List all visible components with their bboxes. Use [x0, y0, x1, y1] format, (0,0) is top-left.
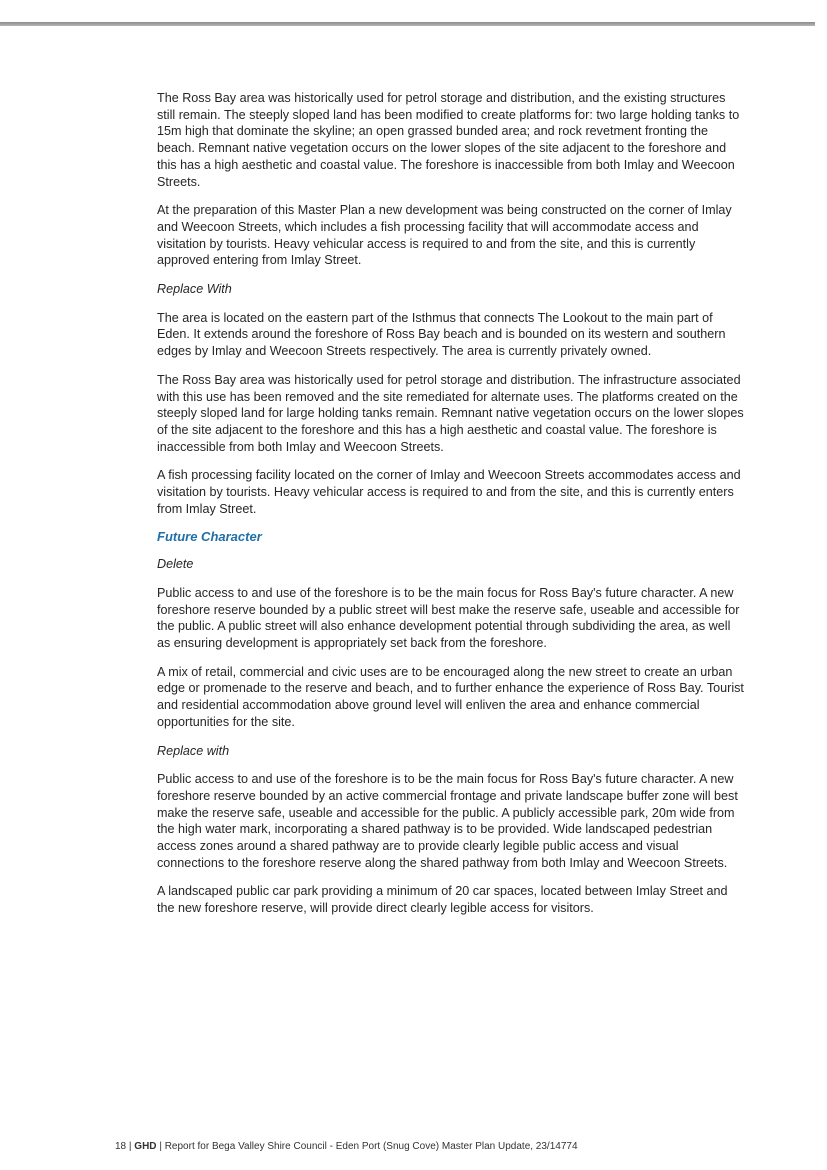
- paragraph-public-access-original: Public access to and use of the foreshore is to be the main focus for Ross Bay's future character. A new foreshore reserve bounded by a public street will best make the reserve safe, useable and accessible for the public. A public street will also enhance development potential through subdividing the area, as well as ensuring development is appropriately set back from the foreshore.: [157, 585, 740, 650]
- page-footer: [115, 1141, 578, 1152]
- header-rule: [0, 22, 815, 26]
- paragraph-car-park: A landscaped public car park providing a minimum of 20 car spaces, located between Imlay Street and the new foreshore reserve, will provide direct clearly legible access for visitors.: [157, 884, 728, 916]
- footer-text: Report for Bega Valley Shire Council - Eden Port (Snug Cove) Master Plan Update, 23/14774: [164, 1141, 578, 1152]
- delete-label: Delete: [157, 557, 194, 572]
- paragraph-ross-bay-history: The Ross Bay area was historically used for petrol storage and distribution, and the existing structures still remain. The steeply sloped land has been modified to create platforms for: two large holding tanks to 15m high that dominate the skyline; an open grassed bunded area; and rock revetment fronting the beach. Remnant native vegetation occurs on the lower slopes of the site adjacent to the foreshore and this has a high aesthetic and coastal value. The foreshore is inaccessible from both Imlay and Weecoon Streets.: [157, 91, 740, 189]
- document-body: [157, 90, 747, 929]
- footer-org: GHD: [134, 1141, 157, 1152]
- paragraph-ross-bay-history-revised: The Ross Bay area was historically used for petrol storage and distribution. The infrastructure associated with this use has been removed and the site remediated for alternate uses. The platforms created on the steeply sloped land for large holding tanks remain. Remnant native vegetation occurs on the lower slopes of the site adjacent to the foreshore and this has a high aesthetic and coastal value. The foreshore is inaccessible from both Imlay and Weecoon Streets.: [157, 372, 744, 454]
- page-number: 18: [115, 1141, 127, 1152]
- replace-with-label-2: Replace with: [157, 743, 230, 758]
- footer-separator: |: [128, 1141, 132, 1152]
- paragraph-public-access-revised: Public access to and use of the foreshore is to be the main focus for Ross Bay's future character. A new foreshore reserve bounded by an active commercial frontage and private landscape buffer zone will best make the reserve safe, useable and accessible for the public. A publicly accessible park, 20m wide from the high water mark, incorporating a shared pathway is to be provided. Wide landscaped pedestrian access zones around a shared pathway are to provide clearly legible public access and visual connections to the foreshore reserve along the shared pathway from both Imlay and Weecoon Streets.: [157, 772, 738, 870]
- replace-with-label: Replace With: [157, 282, 232, 297]
- paragraph-new-development: At the preparation of this Master Plan a new development was being constructed on the corner of Imlay and Weecoon Streets, which includes a fish processing facility that will accommodate access and visitation by tourists. Heavy vehicular access is required to and from the site, and this is currently approved entering from Imlay Street.: [157, 203, 732, 268]
- footer-separator-2: |: [159, 1141, 162, 1152]
- paragraph-mixed-uses: A mix of retail, commercial and civic uses are to be encouraged along the new street to create an urban edge or promenade to the reserve and beach, and to further enhance the experience of Ross Bay. Tourist and residential accommodation above ground level will enliven the area and enhance commercial opportunities for the site.: [157, 664, 744, 729]
- paragraph-fish-processing: A fish processing facility located on the corner of Imlay and Weecoon Streets accommodates access and visitation by tourists. Heavy vehicular access is required to and from the site, and this is currently enters from Imlay Street.: [157, 468, 741, 516]
- paragraph-area-location: The area is located on the eastern part of the Isthmus that connects The Lookout to the main part of Eden. It extends around the foreshore of Ross Bay beach and is bounded on its western and southern edges by Imlay and Weecoon Streets respectively. The area is currently privately owned.: [157, 310, 726, 359]
- section-heading-future-character: Future Character: [157, 529, 262, 545]
